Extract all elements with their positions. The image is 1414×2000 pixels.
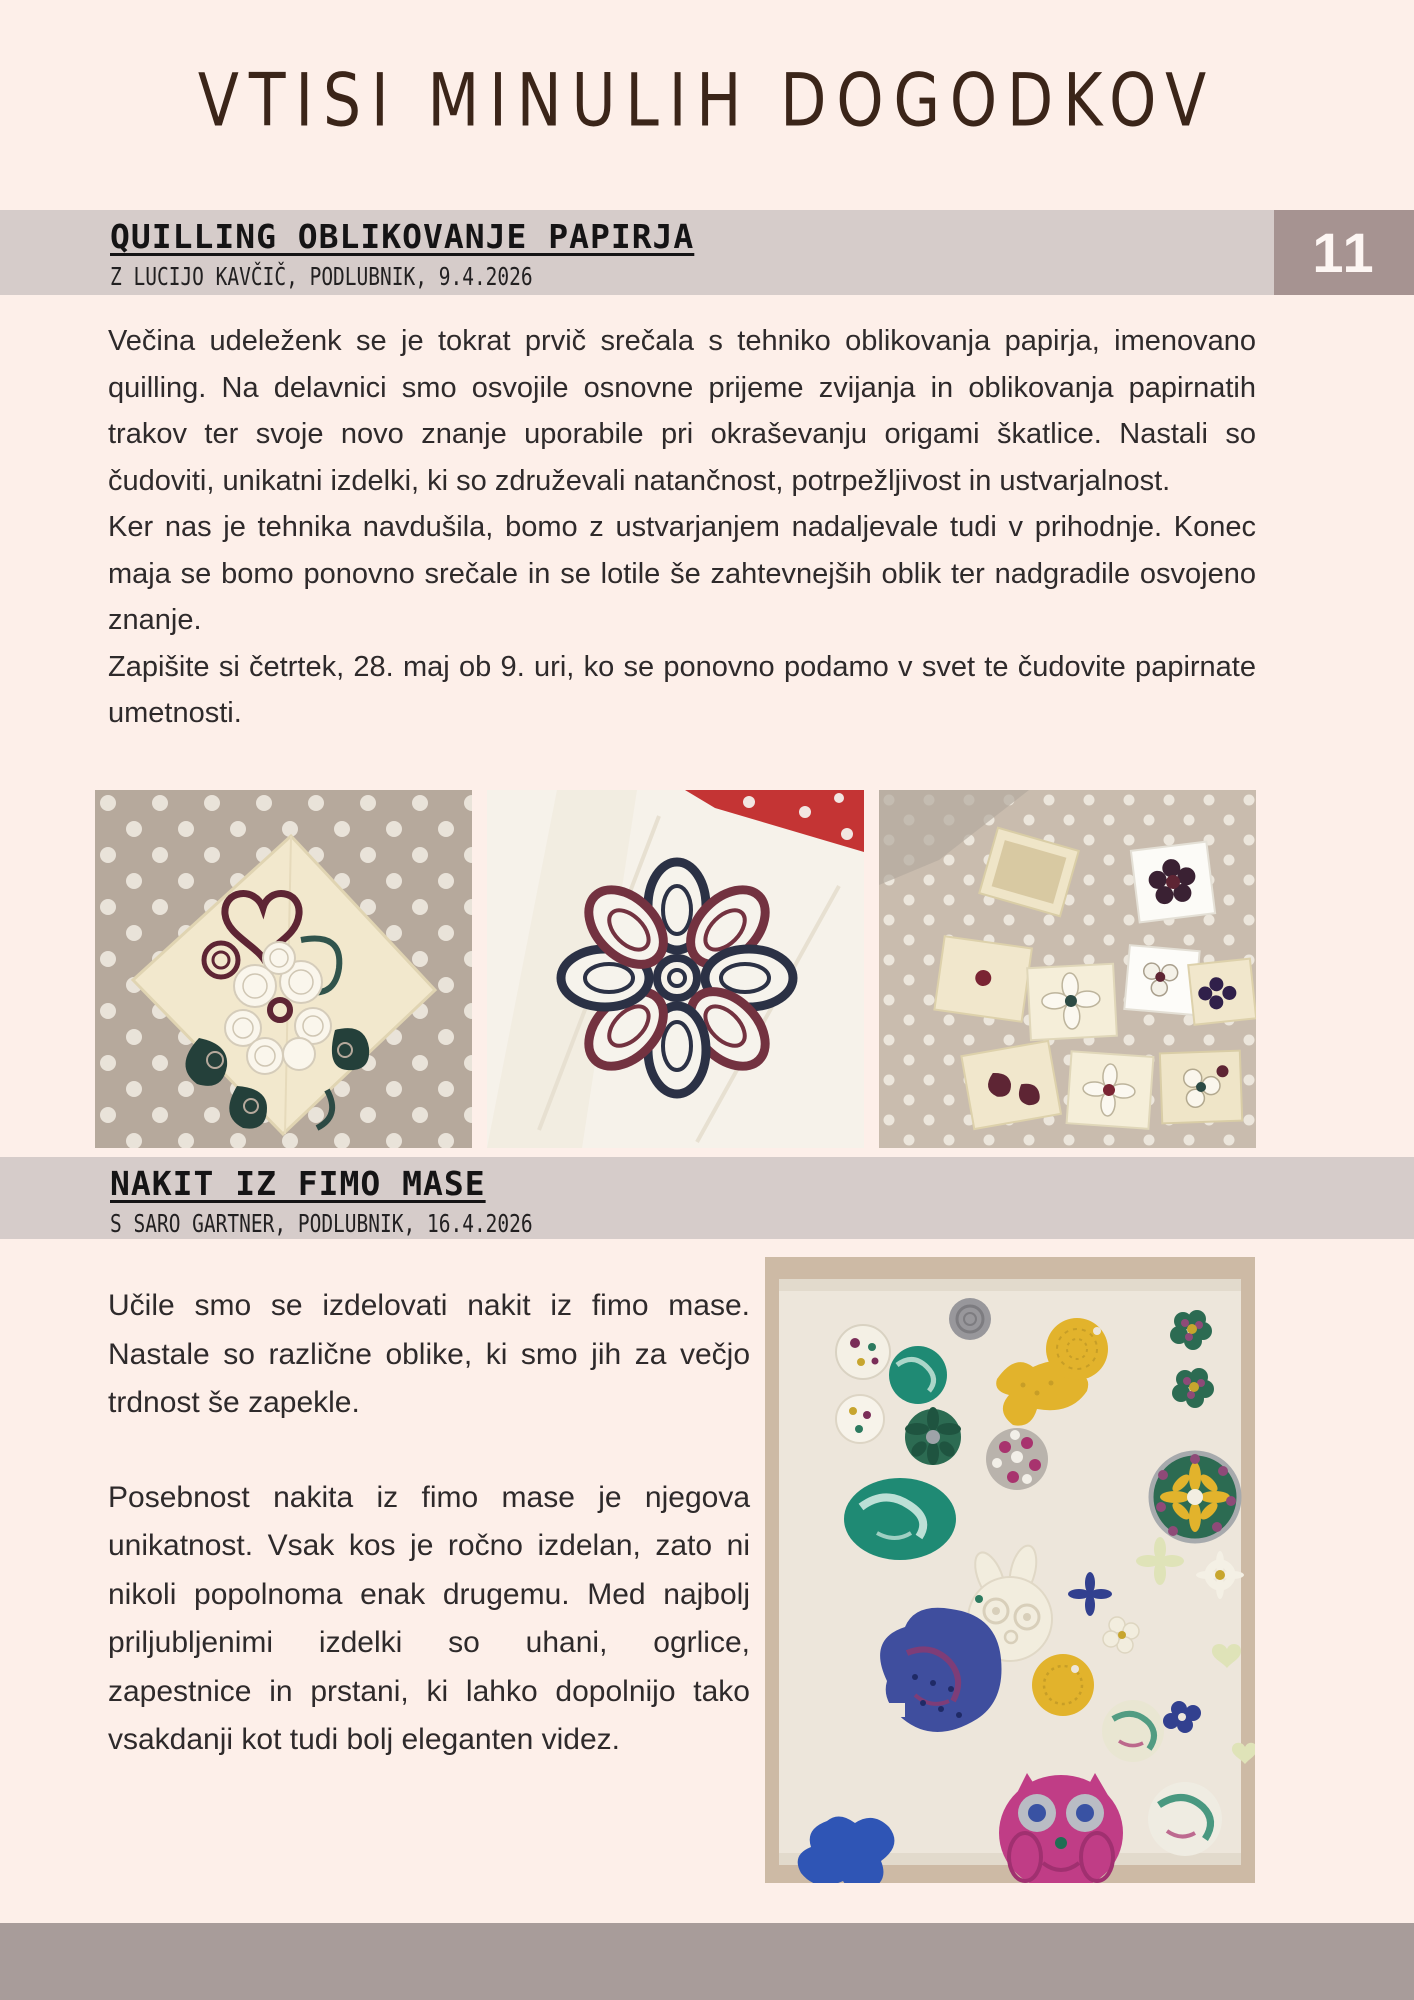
paragraph: Posebnost nakita iz fimo mase je njegova unikatnost. Vsak kos je ročno izdelan, zato ni nikoli popolnoma enak drugemu. Med najbolj priljubljenimi izdelki so uhani, ogrlice, zapestnice in prstani, ki lahko dopolnijo tako vsakdanji kot tudi bolj eleganten videz. (108, 1480, 750, 1756)
section2-body (108, 1282, 750, 1765)
page-number-badge: 11 (1274, 210, 1414, 295)
section1-title: QUILLING OBLIKOVANJE PAPIRJA (110, 217, 695, 256)
footer-band (0, 1923, 1414, 2000)
page-header (0, 38, 1414, 163)
section1-photo-row (95, 790, 1256, 1148)
quilling-photo-3 (879, 790, 1256, 1148)
quilling-photo-1 (95, 790, 472, 1148)
section2-subtitle: S SARO GARTNER, PODLUBNIK, 16.4.2026 (110, 1209, 533, 1238)
section1-header-band (0, 210, 1414, 295)
page-title: VTISI MINULIH DOGODKOV (197, 57, 1217, 144)
quilling-photo-2 (487, 790, 864, 1148)
paragraph: Zapišite si četrtek, 28. maj ob 9. uri, ko se ponovno podamo v svet te čudovite papirnate umetnosti. (108, 650, 1256, 729)
paragraph: Učile smo se izdelovati nakit iz fimo mase. Nastale so različne oblike, ki smo jih za večjo trdnost še zapekle. (108, 1289, 750, 1419)
paragraph: Ker nas je tehnika navdušila, bomo z ustvarjanjem nadaljevale tudi v prihodnje. Konec maja se bomo ponovno srečale in se lotile še zahtevnejših oblik ter nadgradile osvojeno znanje. (108, 511, 1256, 636)
section1-body (108, 318, 1256, 737)
fimo-photo (765, 1257, 1255, 1883)
section1-subtitle: Z LUCIJO KAVČIČ, PODLUBNIK, 9.4.2026 (110, 262, 533, 291)
section2-header-band (0, 1157, 1414, 1239)
paragraph: Večina udeleženk se je tokrat prvič srečala s tehniko oblikovanja papirja, imenovano quilling. Na delavnici smo osvojile osnovne prijeme zvijanja in oblikovanja papirnatih trakov ter svoje novo znanje uporabile pri okraševanju origami škatlice. Nastali so čudoviti, unikatni izdelki, ki so združevali natančnost, potrpežljivost in ustvarjalnost. (108, 325, 1256, 497)
section2-title: NAKIT IZ FIMO MASE (110, 1164, 486, 1203)
